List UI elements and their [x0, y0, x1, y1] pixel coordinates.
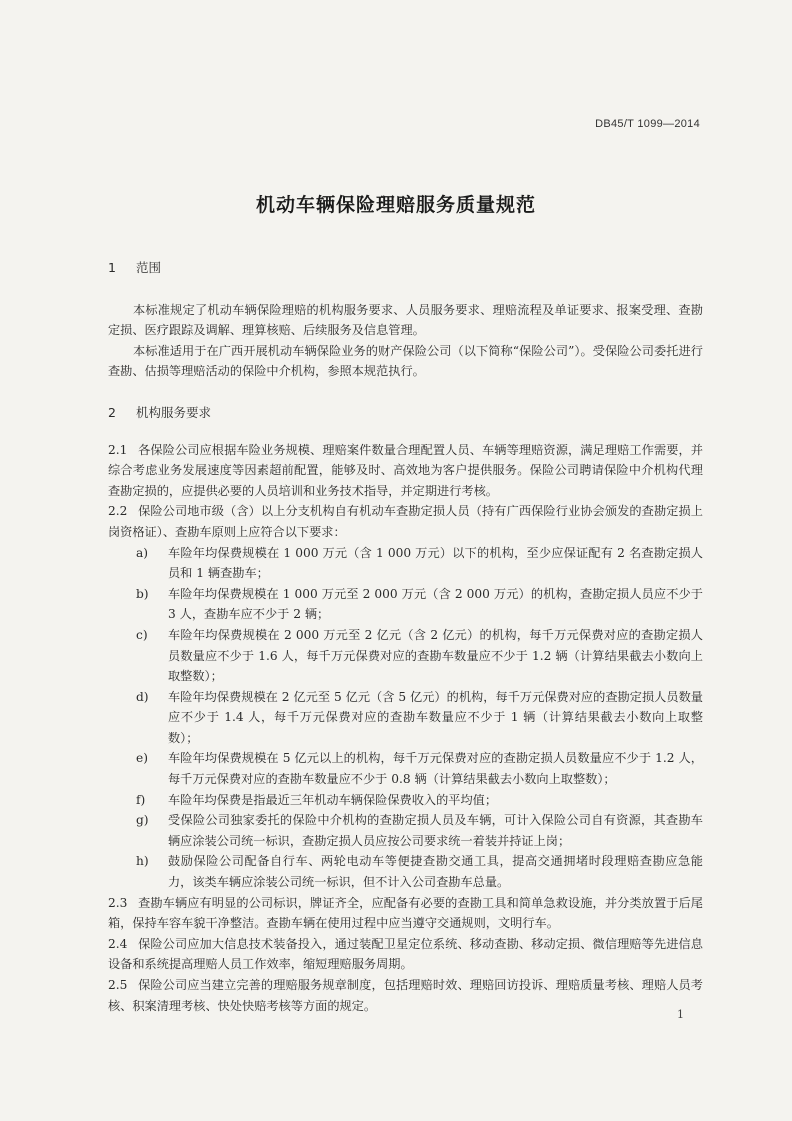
list-item-label: e) [136, 751, 148, 766]
list-item-label: g) [136, 813, 149, 828]
page-number: 1 [677, 1008, 684, 1021]
list-item [136, 584, 703, 625]
list-item [136, 810, 703, 851]
section-1-heading [108, 258, 703, 279]
list-item-text: 车险年均保费规模在 2 000 万元至 2 亿元（含 2 亿元）的机构，每千万元保费对应的查勘定损人员数量应不少于 1.6 人，每千万元保费对应的查勘车数量应不少于 1.2 辆（计算结果截去小数向上取整数）； [168, 627, 703, 684]
document-body [108, 258, 703, 1016]
clause-number: 2.5 [108, 978, 128, 992]
list-item-label: f) [136, 792, 146, 807]
clause-text: 各保险公司应根据车险业务规模、理赔案件数量合理配置人员、车辆等理赔资源，满足理赔工作需要，并综合考虑业务发展速度等因素超前配置，能够及时、高效地为客户提供服务。保险公司聘请保险中介机构代理查勘定损的，应提供必要的人员培训和业务技术指导，并定期进行考核。 [108, 442, 703, 498]
list-item-label: h) [136, 854, 149, 869]
list-item-text: 车险年均保费规模在 1 000 万元（含 1 000 万元）以下的机构，至少应保证配有 2 名查勘定损人员和 1 辆查勘车； [168, 545, 703, 581]
clause-number: 2.2 [108, 504, 128, 519]
clause-text: 保险公司地市级（含）以上分支机构自有机动车查勘定损人员（持有广西保险行业协会颁发的查勘定损上岗资格证）、查勘车原则上应符合以下要求： [108, 504, 703, 539]
list-item-label: c) [136, 627, 148, 642]
list-item-text: 鼓励保险公司配备自行车、两轮电动车等便捷查勘交通工具，提高交通拥堵时段理赔查勘应急能力，该类车辆应涂装公司统一标识，但不计入公司查勘车总量。 [168, 854, 703, 890]
scope-paragraph-1: 本标准规定了机动车辆保险理赔的机构服务要求、人员服务要求、理赔流程及单证要求、报案受理、查勘定损、医疗跟踪及调解、理算核赔、后续服务及信息管理。 [108, 302, 703, 338]
list-item [136, 851, 703, 892]
list-item-text: 车险年均保费是指最近三年机动车辆保险保费收入的平均值； [168, 792, 498, 807]
clause-2-5 [108, 975, 703, 1016]
section-1-number: 1 [108, 260, 116, 275]
scope-paragraph-2: 本标准适用于在广西开展机动车辆保险业务的财产保险公司（以下简称“保险公司”）。受保险公司委托进行查勘、估损等理赔活动的保险中介机构，参照本规范执行。 [108, 343, 703, 379]
clause-2-1 [108, 440, 703, 502]
section-1-title: 范围 [136, 260, 162, 275]
section-2-title: 机构服务要求 [136, 404, 212, 420]
clause-number: 2.1 [108, 442, 128, 457]
clause-number: 2.3 [108, 895, 128, 910]
list-item [136, 687, 703, 749]
list-item-label: b) [136, 586, 149, 601]
list-item [136, 543, 703, 584]
section-2-heading [108, 403, 703, 424]
clause-2-3 [108, 893, 703, 934]
clause-2-4 [108, 934, 703, 975]
document-code: DB45/T 1099—2014 [595, 118, 700, 130]
page-title: 机动车辆保险理赔服务质量规范 [255, 194, 536, 216]
list-item-text: 车险年均保费规模在 2 亿元至 5 亿元（含 5 亿元）的机构，每千万元保费对应的查勘定损人员数量应不少于 1.4 人，每千万元保费对应的查勘车数量应不少于 1 辆（计算结果截去小数向上取整数）； [168, 689, 703, 745]
list-item-text: 受保险公司独家委托的保险中介机构的查勘定损人员及车辆，可计入保险公司自有资源，其查勘车辆应涂装公司统一标识，查勘定损人员应按公司要求统一着装并持证上岗； [168, 813, 703, 848]
list-item [136, 625, 703, 687]
list-item [136, 790, 703, 811]
list-item [136, 748, 703, 789]
clause-text: 查勘车辆应有明显的公司标识，牌证齐全，应配备有必要的查勘工具和简单急救设施，并分类放置于后尾箱，保持车容车貌干净整洁。查勘车辆在使用过程中应当遵守交通规则，文明行车。 [108, 895, 703, 931]
section-2-number: 2 [108, 404, 116, 420]
clause-text: 保险公司应当建立完善的理赔服务规章制度，包括理赔时效、理赔回访投诉、理赔质量考核、理赔人员考核、积案清理考核、快处快赔考核等方面的规定。 [108, 978, 703, 1013]
clause-number: 2.4 [108, 936, 128, 951]
clause-2-2 [108, 501, 703, 542]
clause-text: 保险公司应加大信息技术装备投入，通过装配卫星定位系统、移动查勘、移动定损、微信理赔等先进信息设备和系统提高理赔人员工作效率，缩短理赔服务周期。 [108, 936, 703, 972]
list-item-label: d) [136, 689, 149, 704]
list-item-text: 车险年均保费规模在 1 000 万元至 2 000 万元（含 2 000 万元）的机构，查勘定损人员应不少于 3 人，查勘车应不少于 2 辆； [168, 586, 703, 622]
list-item-label: a) [136, 545, 149, 560]
list-item-text: 车险年均保费规模在 5 亿元以上的机构，每千万元保费对应的查勘定损人员数量应不少于 1.2 人，每千万元保费对应的查勘车数量应不少于 0.8 辆（计算结果截去小数向上取整数）； [168, 751, 703, 787]
